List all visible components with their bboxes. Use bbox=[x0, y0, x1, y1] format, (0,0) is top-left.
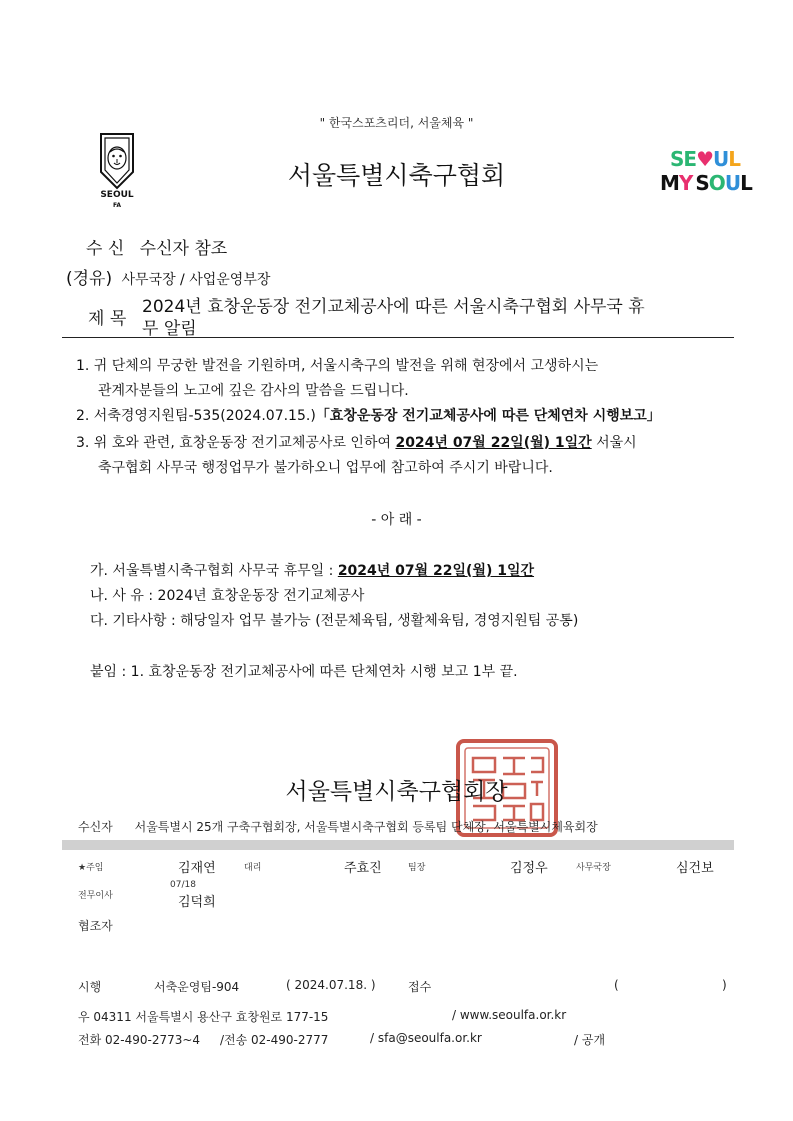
paragraph-2-title: 「효창운동장 전기교체공사에 따른 단체연차 시행보고」 bbox=[315, 408, 661, 424]
logo-letter: E bbox=[683, 147, 697, 171]
via-row bbox=[66, 264, 270, 289]
executive-role: 전무이사 bbox=[78, 891, 113, 901]
logo-letter: L bbox=[728, 147, 741, 171]
heart-icon: ♥ bbox=[696, 147, 714, 171]
footer-divider-bar bbox=[62, 840, 734, 850]
website-link[interactable]: / www.seoulfa.or.kr bbox=[452, 1008, 567, 1022]
paragraph-3-prefix: 3. 위 호와 관련, 효창운동장 전기교체공사로 인하여 bbox=[76, 435, 396, 451]
logo-letter: U bbox=[713, 147, 729, 171]
logo-text-fa: FA bbox=[112, 202, 122, 209]
logo-letter: O bbox=[708, 171, 725, 195]
closure-date-highlight: 2024년 07월 22일(월) 1일간 bbox=[395, 435, 592, 451]
logo-text-seoul: SEOUL bbox=[100, 190, 134, 200]
subject-line-1: 2024년 효창운동장 전기교체공사에 따른 서울시축구협회 사무국 휴 bbox=[142, 297, 645, 317]
receipt-paren-open: ( bbox=[614, 978, 619, 992]
fax-number: /전송 02-490-2777 bbox=[220, 1033, 329, 1047]
paragraph-3-suffix: 서울시 bbox=[591, 435, 637, 451]
paragraph-2 bbox=[76, 406, 661, 427]
phone-number: 전화 02-490-2773~4 bbox=[78, 1033, 201, 1047]
logo-letter: L bbox=[740, 171, 752, 195]
approval-role-4: 사무국장 bbox=[576, 863, 611, 873]
enforce-date: ( 2024.07.18. ) bbox=[286, 978, 376, 992]
association-president-signature: 서울특별시축구협회장 bbox=[285, 779, 508, 805]
seoul-my-soul-logo bbox=[658, 147, 752, 196]
postal-address: 우 04311 서울특별시 용산구 효창원로 177-15 bbox=[78, 1010, 329, 1024]
organization-title: 서울특별시축구협회 bbox=[287, 161, 506, 190]
item-c: 다. 기타사항 : 해당일자 업무 불가능 (전문체육팀, 생활체육팀, 경영지원팀 공통) bbox=[90, 613, 579, 629]
logo-letter: Y bbox=[678, 171, 693, 195]
executive-approval-date: 07/18 bbox=[170, 880, 196, 890]
receipt-paren-close: ) bbox=[722, 978, 727, 992]
recipients-label: 수신자 bbox=[78, 820, 113, 834]
logo-letter: U bbox=[724, 171, 741, 195]
recipients-value: 서울특별시 25개 구축구협회장, 서울특별시축구협회 등록팀 단체장, 서울특별시체육회장 bbox=[134, 820, 598, 834]
subject-label: 제 목 bbox=[88, 309, 127, 329]
paragraph-1-line-1: 1. 귀 단체의 무궁한 발전을 기원하며, 서울시축구의 발전을 위해 현장에서 고생하시는 bbox=[76, 358, 599, 374]
item-a bbox=[90, 561, 534, 582]
paragraph-3-line-1 bbox=[76, 433, 637, 454]
via-label: (경유) bbox=[66, 269, 113, 289]
approval-name-3: 김정우 bbox=[510, 861, 548, 876]
email-link[interactable]: / sfa@seoulfa.or.kr bbox=[370, 1031, 482, 1045]
logo-letter: S bbox=[670, 147, 684, 171]
item-a-label: 가. 서울특별시축구협회 사무국 휴무일 : bbox=[90, 563, 338, 579]
paragraph-3-line-2: 축구협회 사무국 행정업무가 불가하오니 업무에 참고하여 주시기 바랍니다. bbox=[98, 460, 553, 476]
enforce-label: 시행 bbox=[78, 980, 102, 994]
item-a-date: 2024년 07월 22일(월) 1일간 bbox=[337, 563, 535, 579]
slogan: " 한국스포츠리더, 서울체육 " bbox=[319, 116, 474, 130]
approval-name-4: 심건보 bbox=[676, 861, 714, 876]
logo-line-mysoul bbox=[660, 171, 752, 195]
recipient-label: 수 신 bbox=[86, 239, 125, 259]
receipt-label: 접수 bbox=[408, 980, 432, 994]
enforce-number: 서축운영팀-904 bbox=[154, 980, 240, 994]
subject-line-2: 무 알림 bbox=[142, 319, 197, 339]
approval-name-2: 주효진 bbox=[344, 861, 382, 876]
approval-role-2: 대리 bbox=[244, 863, 262, 873]
item-b: 나. 사 유 : 2024년 효창운동장 전기교체공사 bbox=[90, 588, 365, 604]
approval-role-1: ★주임 bbox=[78, 863, 104, 873]
via-value: 사무국장 / 사업운영부장 bbox=[121, 272, 271, 288]
recipients-row bbox=[78, 818, 598, 835]
logo-line-seoul bbox=[670, 148, 750, 170]
approval-name-1: 김재연 bbox=[178, 861, 216, 876]
disclosure-status: / 공개 bbox=[574, 1033, 606, 1047]
recipient-row bbox=[86, 234, 227, 259]
attachment-line: 붙임 : 1. 효창운동장 전기교체공사에 따른 단체연차 시행 보고 1부 끝. bbox=[90, 664, 518, 680]
paragraph-1-line-2: 관계자분들의 노고에 깊은 감사의 말씀을 드립니다. bbox=[98, 383, 409, 399]
logo-letter: M bbox=[660, 171, 679, 195]
logo-letter: S bbox=[695, 171, 709, 195]
section-heading: - 아 래 - bbox=[371, 512, 422, 528]
approval-role-3: 팀장 bbox=[408, 863, 426, 873]
paragraph-2-reference: 2. 서축경영지원팀-535(2024.07.15.) bbox=[76, 408, 316, 424]
executive-name: 김덕희 bbox=[178, 895, 216, 910]
header-divider bbox=[62, 337, 734, 338]
cooperator-label: 협조자 bbox=[78, 919, 113, 933]
recipient-value: 수신자 참조 bbox=[139, 239, 228, 259]
